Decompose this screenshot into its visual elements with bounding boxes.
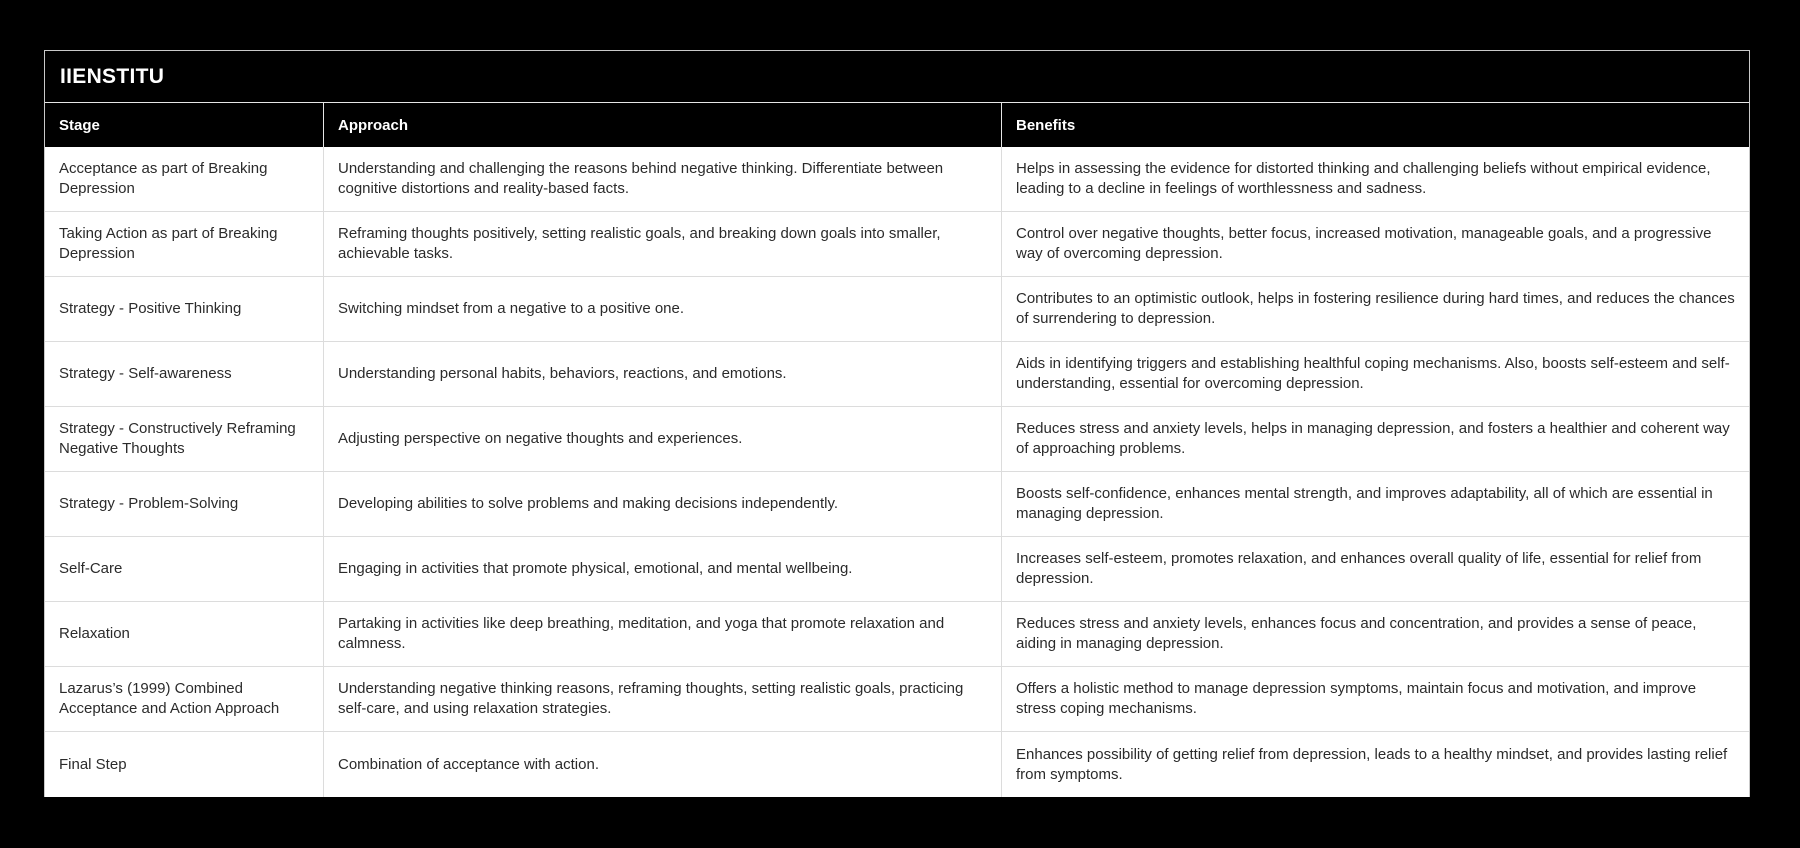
benefits-cell: Enhances possibility of getting relief from depression, leads to a healthy mindset, and provides lasting relief from symptoms. [1016,745,1728,783]
approach-cell: Developing abilities to solve problems and making decisions independently. [324,472,1002,536]
approach-cell: Combination of acceptance with action. [324,732,1002,797]
approach-cell: Understanding personal habits, behaviors, reactions, and emotions. [324,342,1002,406]
benefits-cell: Reduces stress and anxiety levels, helps in managing depression, and fosters a healthier and coherent way of approaching problems. [1016,420,1730,457]
benefits-cell: Boosts self-confidence, enhances mental strength, and improves adaptability, all of which are essential in managing depression. [1016,485,1713,522]
table-title: IIENSTITU [60,65,165,88]
benefits-cell: Offers a holistic method to manage depression symptoms, maintain focus and motivation, and improve stress coping mechanisms. [1016,680,1697,717]
stage-cell: Final Step [45,732,324,797]
column-header-benefits: Benefits [1016,116,1076,134]
stage-cell: Strategy - Problem-Solving [45,472,324,536]
table-row [45,277,1749,342]
table-row [45,407,1749,472]
approach-cell: Understanding negative thinking reasons, reframing thoughts, setting realistic goals, practicing self-care, and using relaxation strategies. [324,667,1002,731]
stage-cell: Lazarus’s (1999) Combined Acceptance and Action Approach [45,667,324,731]
approach-cell: Reframing thoughts positively, setting realistic goals, and breaking down goals into smaller, achievable tasks. [324,212,1002,276]
approach-cell: Understanding and challenging the reasons behind negative thinking. Differentiate between cognitive distortions and reality-based facts. [324,147,1002,211]
table-row [45,147,1749,212]
stage-cell: Strategy - Positive Thinking [45,277,324,341]
stage-cell: Taking Action as part of Breaking Depression [45,212,324,276]
approach-cell: Adjusting perspective on negative thoughts and experiences. [324,407,1002,471]
benefits-cell: Contributes to an optimistic outlook, helps in fostering resilience during hard times, and reduces the chances of surrendering to depression. [1016,290,1735,327]
stage-cell: Relaxation [45,602,324,666]
table-body [45,147,1749,797]
column-header-stage: Stage [45,103,324,147]
approach-cell: Switching mindset from a negative to a positive one. [324,277,1002,341]
stage-cell: Strategy - Constructively Reframing Negative Thoughts [45,407,324,471]
table-card [44,50,1750,797]
table-title-bar [45,51,1749,103]
approach-cell: Partaking in activities like deep breathing, meditation, and yoga that promote relaxation and calmness. [324,602,1002,666]
table-row [45,602,1749,667]
table-row [45,472,1749,537]
table-header-row [45,103,1749,147]
table-row [45,342,1749,407]
benefits-cell: Control over negative thoughts, better focus, increased motivation, manageable goals, and a progressive way of overcoming depression. [1016,225,1712,262]
table-row [45,537,1749,602]
approach-cell: Engaging in activities that promote physical, emotional, and mental wellbeing. [324,537,1002,601]
stage-cell: Strategy - Self-awareness [45,342,324,406]
column-header-approach: Approach [324,103,1002,147]
benefits-cell: Aids in identifying triggers and establishing healthful coping mechanisms. Also, boosts self-esteem and self-understanding, essential for overcoming depression. [1016,355,1730,392]
benefits-cell: Reduces stress and anxiety levels, enhances focus and concentration, and provides a sense of peace, aiding in managing depression. [1016,615,1697,652]
table-row [45,732,1749,797]
benefits-cell: Increases self-esteem, promotes relaxation, and enhances overall quality of life, essential for relief from depression. [1016,550,1702,587]
table-row [45,212,1749,277]
stage-cell: Acceptance as part of Breaking Depression [45,147,324,211]
stage-cell: Self-Care [45,537,324,601]
table-row [45,667,1749,732]
benefits-cell: Helps in assessing the evidence for distorted thinking and challenging beliefs without empirical evidence, leading to a decline in feelings of worthlessness and sadness. [1016,160,1711,197]
